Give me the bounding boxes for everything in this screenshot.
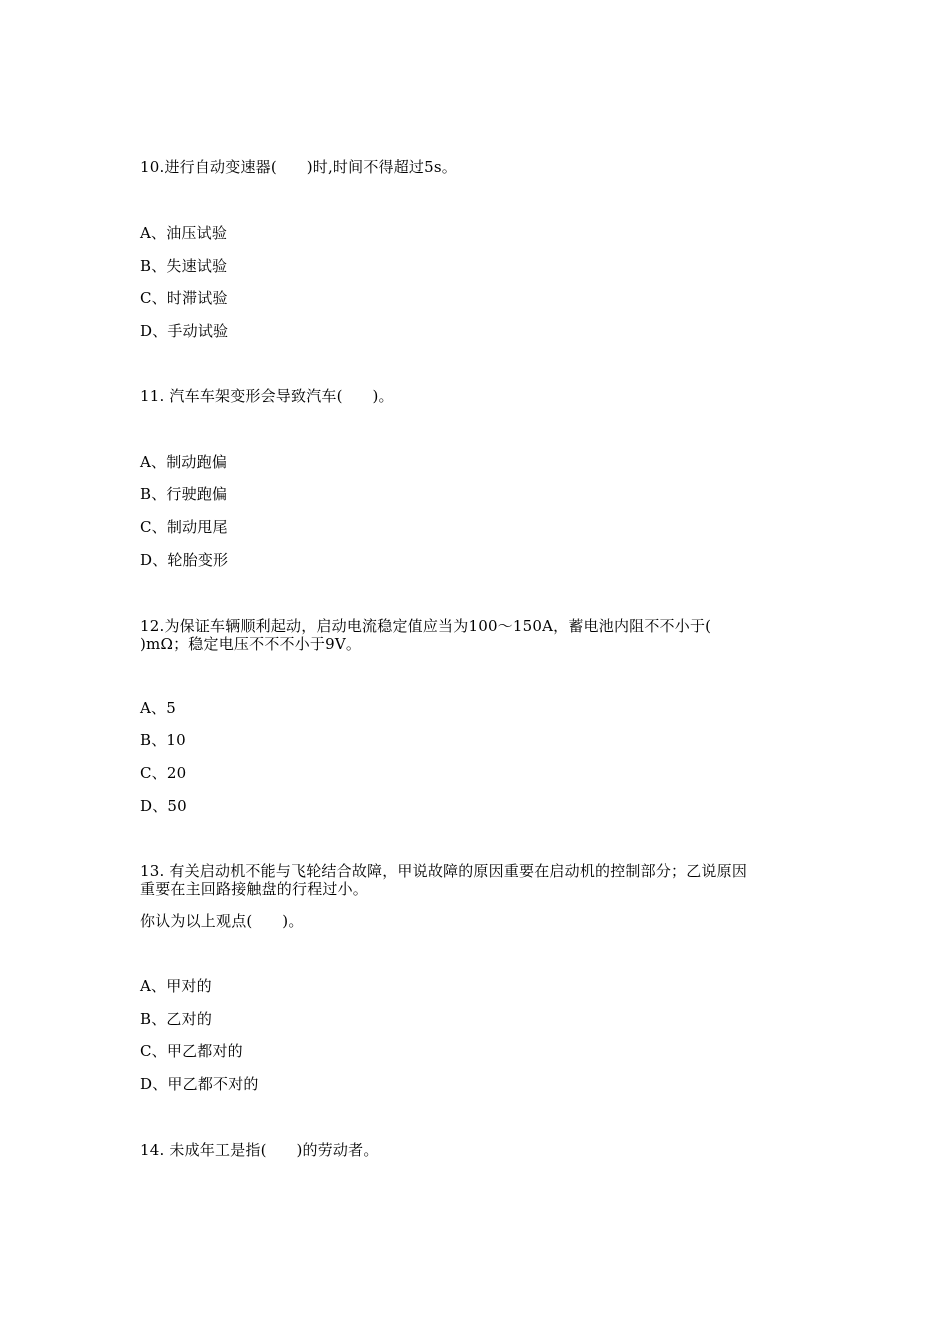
question-13-option-d: D、甲乙都不对的 bbox=[140, 1075, 259, 1093]
question-12-option-a: A、5 bbox=[140, 699, 176, 717]
question-12-option-d: D、50 bbox=[140, 797, 187, 815]
question-10-option-c: C、时滞试验 bbox=[140, 289, 228, 307]
question-11-option-a: A、制动跑偏 bbox=[140, 453, 228, 471]
question-12-option-c: C、20 bbox=[140, 764, 187, 782]
question-11-option-c: C、制动甩尾 bbox=[140, 518, 228, 536]
question-11-option-d: D、轮胎变形 bbox=[140, 551, 229, 569]
question-13-option-b: B、乙对的 bbox=[140, 1010, 213, 1028]
question-13-stem-line-1: 13. 有关启动机不能与飞轮结合故障，甲说故障的原因重要在启动机的控制部分；乙说原因 bbox=[140, 862, 748, 880]
question-13-option-c: C、甲乙都对的 bbox=[140, 1042, 243, 1060]
question-13-option-a: A、甲对的 bbox=[140, 977, 212, 995]
question-13-stem-line-2: 重要在主回路接触盘的行程过小。 bbox=[140, 880, 369, 898]
question-11-stem: 11. 汽车车架变形会导致汽车( )。 bbox=[140, 387, 394, 405]
question-13-stem-line-3: 你认为以上观点( )。 bbox=[140, 912, 304, 930]
question-10-stem: 10.进行自动变速器( )时,时间不得超过5s。 bbox=[140, 158, 457, 176]
question-10-option-a: A、油压试验 bbox=[140, 224, 228, 242]
question-12-stem-line-2: )mΩ；稳定电压不不不小于9V。 bbox=[140, 635, 362, 653]
question-11-option-b: B、行驶跑偏 bbox=[140, 485, 228, 503]
question-12-option-b: B、10 bbox=[140, 731, 186, 749]
question-12-stem-line-1: 12.为保证车辆顺利起动，启动电流稳定值应当为100～150A，蓄电池内阻不不小于( bbox=[140, 617, 712, 635]
question-10-option-d: D、手动试验 bbox=[140, 322, 229, 340]
question-14-stem: 14. 未成年工是指( )的劳动者。 bbox=[140, 1141, 379, 1159]
question-10-option-b: B、失速试验 bbox=[140, 257, 228, 275]
